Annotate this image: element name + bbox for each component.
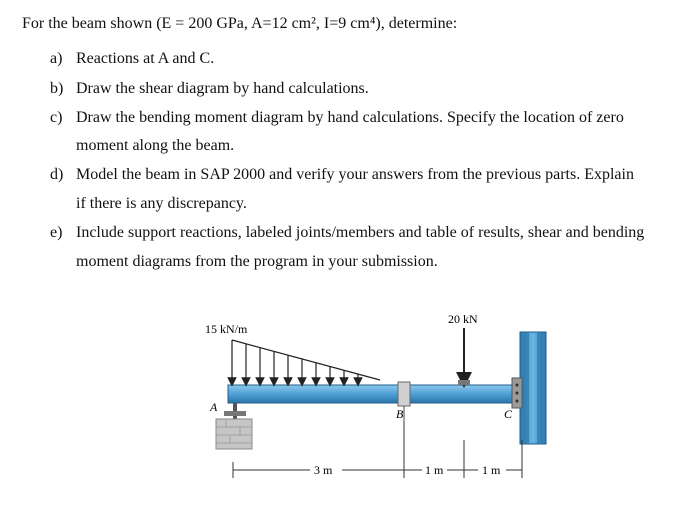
item-e-label: e) [50,224,63,241]
problem-intro: For the beam shown (E = 200 GPa, A=12 cm², I=9 cm⁴), determine: [22,15,458,32]
item-a-label: a) [50,50,63,67]
item-c-text: Draw the bending moment diagram by hand calculations. Specify the location of zero [76,109,624,126]
beam-ab [228,385,404,403]
distributed-load [232,340,380,382]
column-c [520,332,546,444]
item-a-text: Reactions at A and C. [76,50,215,67]
item-b-label: b) [50,80,64,97]
beam-bc [404,385,522,403]
point-load-label: 20 kN [448,312,478,326]
point-load [458,328,470,385]
point-c-label: C [504,407,513,421]
point-b-label: B [396,407,404,421]
item-d-text-cont: if there is any discrepancy. [76,195,247,212]
item-e-text-cont: moment diagrams from the program in your submission. [76,253,438,270]
item-e-text: Include support reactions, labeled joints/members and table of results, shear and bending [76,224,645,241]
item-c-label: c) [50,109,63,126]
item-b-text: Draw the shear diagram by hand calculations. [76,80,369,97]
support-a [216,403,252,449]
item-d-label: d) [50,166,64,183]
item-d-text: Model the beam in SAP 2000 and verify your answers from the previous parts. Explain [76,166,634,183]
item-c-text-cont: moment along the beam. [76,137,235,154]
dim-span-2-label: 1 m [425,463,444,477]
dimension-line [233,422,522,478]
dim-span-1-label: 3 m [314,463,333,477]
dim-span-3-label: 1 m [482,463,501,477]
point-a-label: A [210,400,218,414]
connection-c [512,378,522,408]
load-intensity-label: 15 kN/m [205,322,248,336]
